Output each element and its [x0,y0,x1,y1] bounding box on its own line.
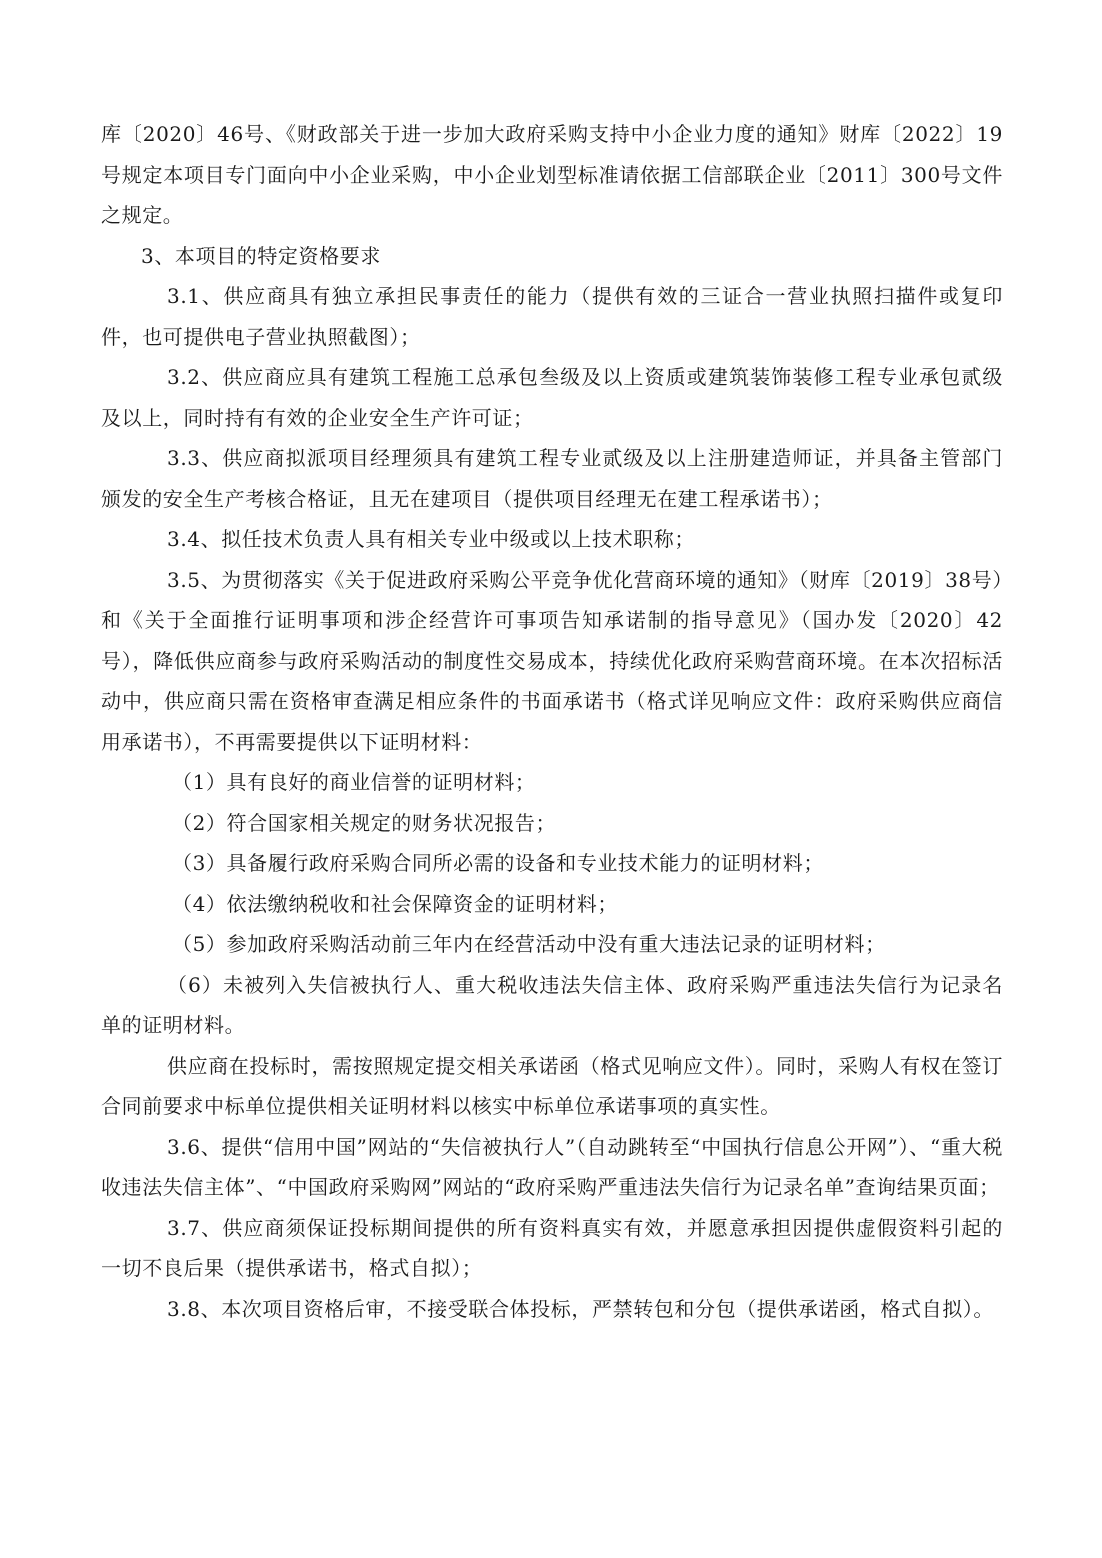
clause-3-2: 3.2、供应商应具有建筑工程施工总承包叁级及以上资质或建筑装饰装修工程专业承包贰级及以上，同时持有有效的企业安全生产许可证； [101,365,1003,430]
list-item-3: （3）具备履行政府采购合同所必需的设备和专业技术能力的证明材料； [172,851,824,875]
list-item-1: （1）具有良好的商业信誉的证明材料； [172,770,536,794]
document-body [101,114,1003,1329]
list-item-5: （5）参加政府采购活动前三年内在经营活动中没有重大违法记录的证明材料； [172,932,886,956]
list-item-2: （2）符合国家相关规定的财务状况报告； [172,810,557,835]
paragraph-sme-policy: 库〔2020〕46号、《财政部关于进一步加大政府采购支持中小企业力度的通知》财库〔2022〕19号规定本项目专门面向中小企业采购，中小企业划型标准请依据工信部联企业〔2011〕300号文件之规定。 [101,122,1003,227]
clause-3-6: 3.6、提供“信用中国”网站的“失信被执行人”（自动跳转至“中国执行信息公开网”）、“重大税收违法失信主体”、“中国政府采购网”网站的“政府采购严重违法失信行为记录名单”查询结果页面； [101,1134,1003,1199]
list-item-4: （4）依法缴纳税收和社会保障资金的证明材料； [172,891,618,916]
paragraph-commitment: 供应商在投标时，需按照规定提交相关承诺函（格式见响应文件）。同时，采购人有权在签订合同前要求中标单位提供相关证明材料以核实中标单位承诺事项的真实性。 [101,1053,1003,1118]
clause-3-1: 3.1、供应商具有独立承担民事责任的能力（提供有效的三证合一营业执照扫描件或复印件，也可提供电子营业执照截图）； [101,284,1003,349]
clause-3-4: 3.4、拟任技术负责人具有相关专业中级或以上技术职称； [167,527,696,551]
clause-3-8: 3.8、本次项目资格后审，不接受联合体投标，严禁转包和分包（提供承诺函，格式自拟）。 [167,1296,995,1321]
section-heading-qualification: 3、本项目的特定资格要求 [141,243,381,268]
clause-3-3: 3.3、供应商拟派项目经理须具有建筑工程专业贰级及以上注册建造师证，并具备主管部门颁发的安全生产考核合格证，且无在建项目（提供项目经理无在建工程承诺书）； [101,446,1003,511]
list-item-6: （6）未被列入失信被执行人、重大税收违法失信主体、政府采购严重违法失信行为记录名单的证明材料。 [101,972,1003,1037]
clause-3-5: 3.5、为贯彻落实《关于促进政府采购公平竞争优化营商环境的通知》（财库〔2019〕38号）和《关于全面推行证明事项和涉企经营许可事项告知承诺制的指导意见》（国办发〔2020〕42号），降低供应商参与政府采购活动的制度性交易成本，持续优化政府采购营商环境。在本次招标活动中，供应商只需在资格审查满足相应条件的书面承诺书（格式详见响应文件：政府采购供应商信用承诺书），不再需要提供以下证明材料： [101,567,1003,754]
clause-3-7: 3.7、供应商须保证投标期间提供的所有资料真实有效，并愿意承担因提供虚假资料引起的一切不良后果（提供承诺书，格式自拟）； [101,1215,1003,1280]
